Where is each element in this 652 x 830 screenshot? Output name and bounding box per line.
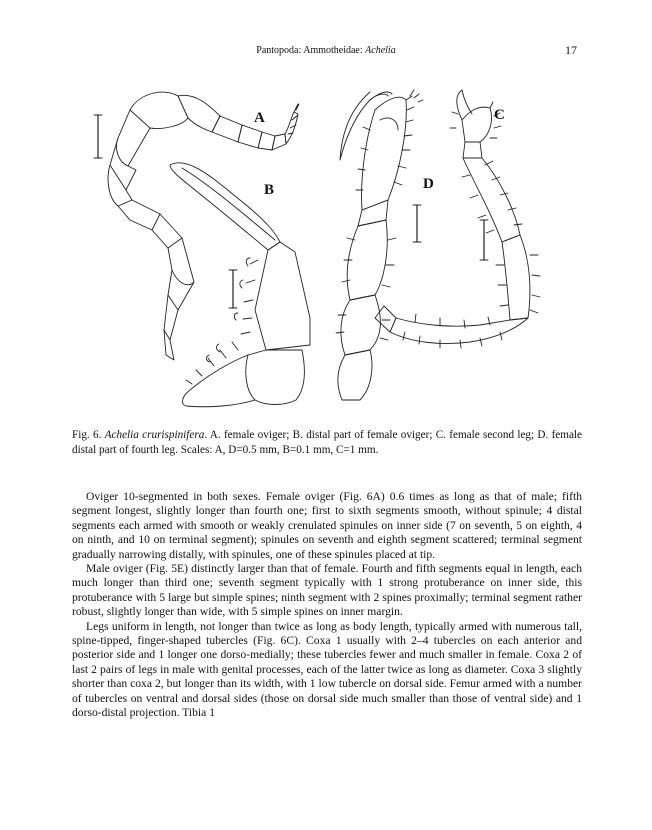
figure-caption — [72, 428, 582, 457]
running-head-prefix: Pantopoda: Ammotheidae: — [256, 45, 366, 56]
page-number: 17 — [565, 43, 577, 57]
panel-c-leg-drawing — [375, 90, 540, 348]
paragraph-oviger-male: Male oviger (Fig. 5E) distinctly larger than that of female. Fourth and fifth segments equal in length, each much longer than third one; seventh segment typically with 1 strong protuberance on inner side, this protuberance with 5 large but simple spines; ninth segment with 2 spines proximally; terminal segment rather robust, slightly longer than wide, with 5 simple spines on inner margin. — [72, 562, 582, 619]
running-head-genus: Achelia — [365, 45, 396, 56]
panel-b-oviger-drawing — [170, 163, 310, 407]
paragraph-oviger-female: Oviger 10-segmented in both sexes. Female oviger (Fig. 6A) 0.6 times as long as that of male; fifth segment longest, slightly longer than fourth one; first to sixth segments smooth, without spinule; 4 distal segments each armed with smooth or weakly crenulated spinules on inner side (7 on seventh, 5 on eighth, 4 on ninth, and 10 on terminal segment); spinules on seventh and eighth segment scattered; terminal segment gradually narrowing distally, with spinules, one of these spinules placed at tip. — [72, 490, 582, 561]
caption-species: Achelia crurispinifera — [104, 429, 205, 441]
panel-label-c: C — [494, 107, 505, 123]
running-head — [0, 45, 652, 56]
panel-label-a: A — [254, 110, 265, 126]
panel-label-d: D — [423, 176, 434, 192]
running-header — [0, 43, 652, 59]
caption-text: . A. female oviger; B. distal part of female oviger; C. female second leg; D. female distal part of fourth leg. Scales: A, D=0.5 mm, B=0.1 mm, C=1 mm. — [72, 429, 582, 456]
paragraph-legs: Legs uniform in length, not longer than twice as long as body length, typically armed with numerous tall, spine-tipped, finger-shaped tubercles (Fig. 6C). Coxa 1 usually with 2–4 tubercles on each anterior and posterior side and 1 longer one dorso-medially; these tubercles fewer and much smaller in female. Coxa 2 of last 2 pairs of legs in male with genital processes, each of the latter twice as long as diameter. Coxa 3 slightly shorter than coxa 2, but longer than its width, with 1 low tubercle on dorsal side. Femur armed with a number of tubercles on ventral and dorsal sides (those on dorsal side much smaller than those of ventral side) and 1 dorso-distal projection. Tibia 1 — [72, 619, 582, 720]
figure-6-drawings — [70, 70, 590, 415]
panel-d-leg-drawing — [336, 90, 423, 400]
caption-prefix: Fig. 6. — [72, 429, 102, 441]
panel-label-b: B — [264, 182, 275, 198]
figure-6 — [70, 70, 590, 415]
body-text — [72, 490, 582, 721]
